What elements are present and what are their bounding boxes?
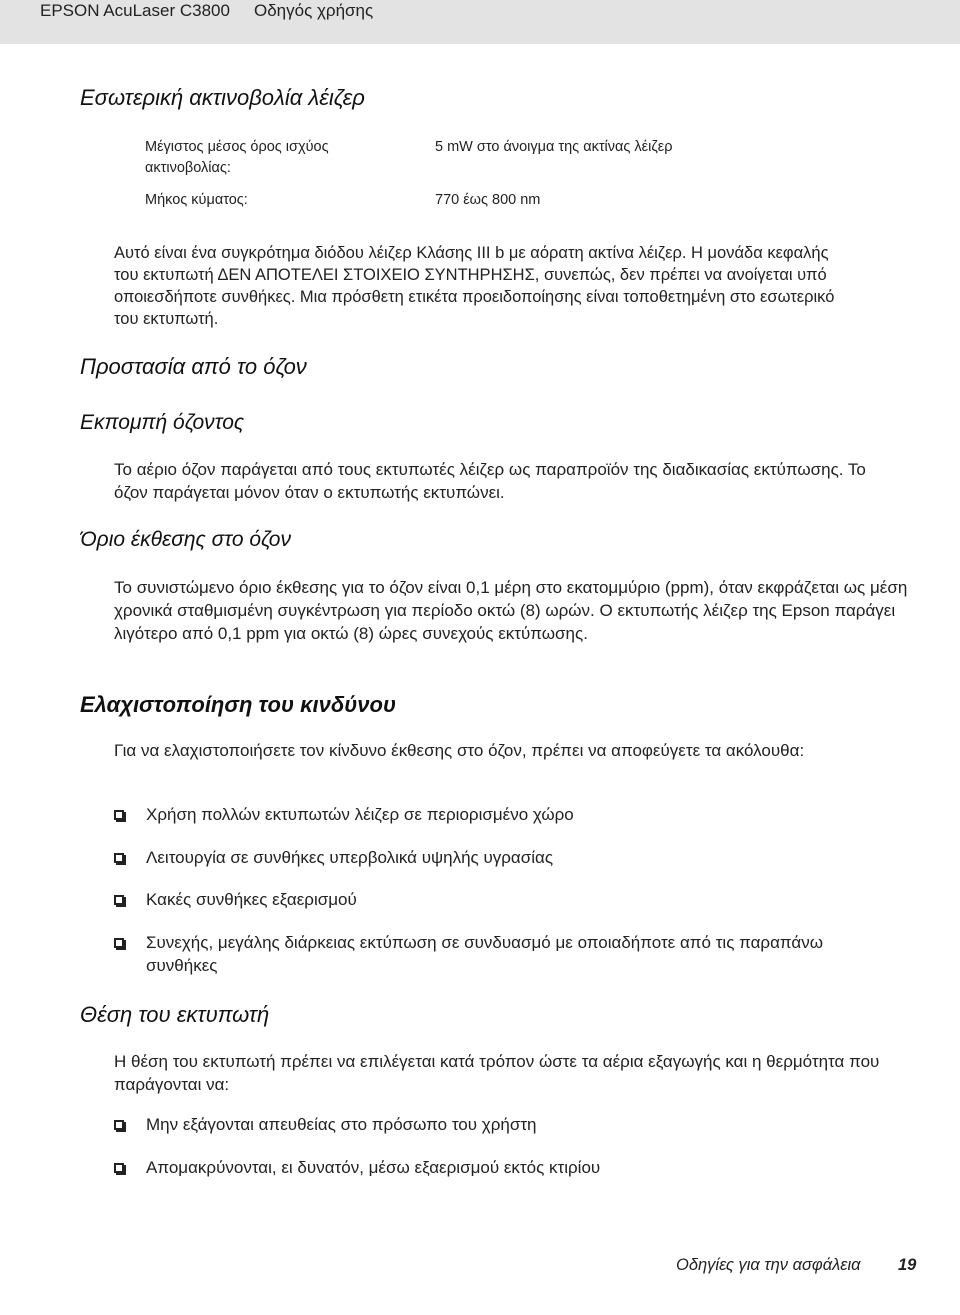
spec-value-wavelength: 770 έως 800 nm bbox=[435, 192, 541, 208]
checkbox-bullet-icon bbox=[114, 938, 124, 948]
page-number: 19 bbox=[898, 1256, 917, 1274]
checkbox-bullet-icon bbox=[114, 1120, 124, 1130]
section-title-minimize-risk: Ελαχιστοποίηση του κινδύνου bbox=[80, 692, 396, 717]
checkbox-bullet-icon bbox=[114, 853, 124, 863]
footer-section-label: Οδηγίες για την ασφάλεια bbox=[676, 1256, 861, 1274]
guide-name: Οδηγός χρήσης bbox=[254, 1, 374, 20]
spec-label-power: Μέγιστος μέσος όρος ισχύος ακτινοβολίας: bbox=[145, 139, 329, 176]
spec-value-power: 5 mW στο άνοιγμα της ακτίνας λέιζερ bbox=[435, 139, 673, 155]
ozone-limit-paragraph: Το συνιστώμενο όριο έκθεσης για το όζον είναι 0,1 μέρη στο εκατομμύριο (ppm), όταν εκφράζεται ως μέση χρονικά σταθμισμένη συγκέντρωση για περίοδο οκτώ (8) ωρών. Ο εκτυπωτής λέιζερ της Epson παράγει λιγότερο από 0,1 ppm για οκτώ (8) ώρες συνεχούς εκτύπωσης. bbox=[114, 578, 908, 643]
checkbox-bullet-icon bbox=[114, 810, 124, 820]
section-title-ozone: Προστασία από το όζον bbox=[80, 354, 307, 379]
printer-location-intro: Η θέση του εκτυπωτή πρέπει να επιλέγεται κατά τρόπον ώστε τα αέρια εξαγωγής και η θερμότητα που παράγονται να: bbox=[114, 1052, 880, 1094]
ozone-emission-paragraph: Το αέριο όζον παράγεται από τους εκτυπωτές λέιζερ ως παραπροϊόν της διαδικασίας εκτύπωσης. Το όζον παράγεται μόνον όταν ο εκτυπωτής εκτυπώνει. bbox=[114, 460, 866, 502]
spec-label-wavelength: Μήκος κύματος: bbox=[145, 192, 248, 208]
product-name: EPSON AcuLaser C3800 bbox=[40, 1, 230, 20]
checkbox-bullet-icon bbox=[114, 895, 124, 905]
checkbox-bullet-icon bbox=[114, 1163, 124, 1173]
section-title-printer-location: Θέση του εκτυπωτή bbox=[80, 1002, 270, 1027]
subsection-title-ozone-emission: Εκπομπή όζοντος bbox=[80, 411, 245, 434]
page-header bbox=[0, 0, 960, 44]
internal-laser-paragraph: Αυτό είναι ένα συγκρότημα διόδου λέιζερ Κλάσης III b με αόρατη ακτίνα λέιζερ. Η μονάδα κεφαλής του εκτυπωτή ΔΕΝ ΑΠΟΤΕΛΕΙ ΣΤΟΙΧΕΙΟ ΣΥΝΤΗΡΗΣΗΣ, συνεπώς, δεν πρέπει να ανοίγεται υπό οποιεσδήποτε συνθήκες. Μια πρόσθετη ετικέτα προειδοποίησης είναι τοποθετημένη στο εσωτερικό του εκτυπωτή. bbox=[114, 244, 835, 328]
minimize-risk-intro: Για να ελαχιστοποιήσετε τον κίνδυνο έκθεσης στο όζον, πρέπει να αποφεύγετε τα ακόλουθα: bbox=[114, 741, 805, 760]
section-title-internal-laser: Εσωτερική ακτινοβολία λέιζερ bbox=[80, 85, 365, 110]
subsection-title-ozone-limit: Όριο έκθεσης στο όζον bbox=[80, 528, 291, 551]
